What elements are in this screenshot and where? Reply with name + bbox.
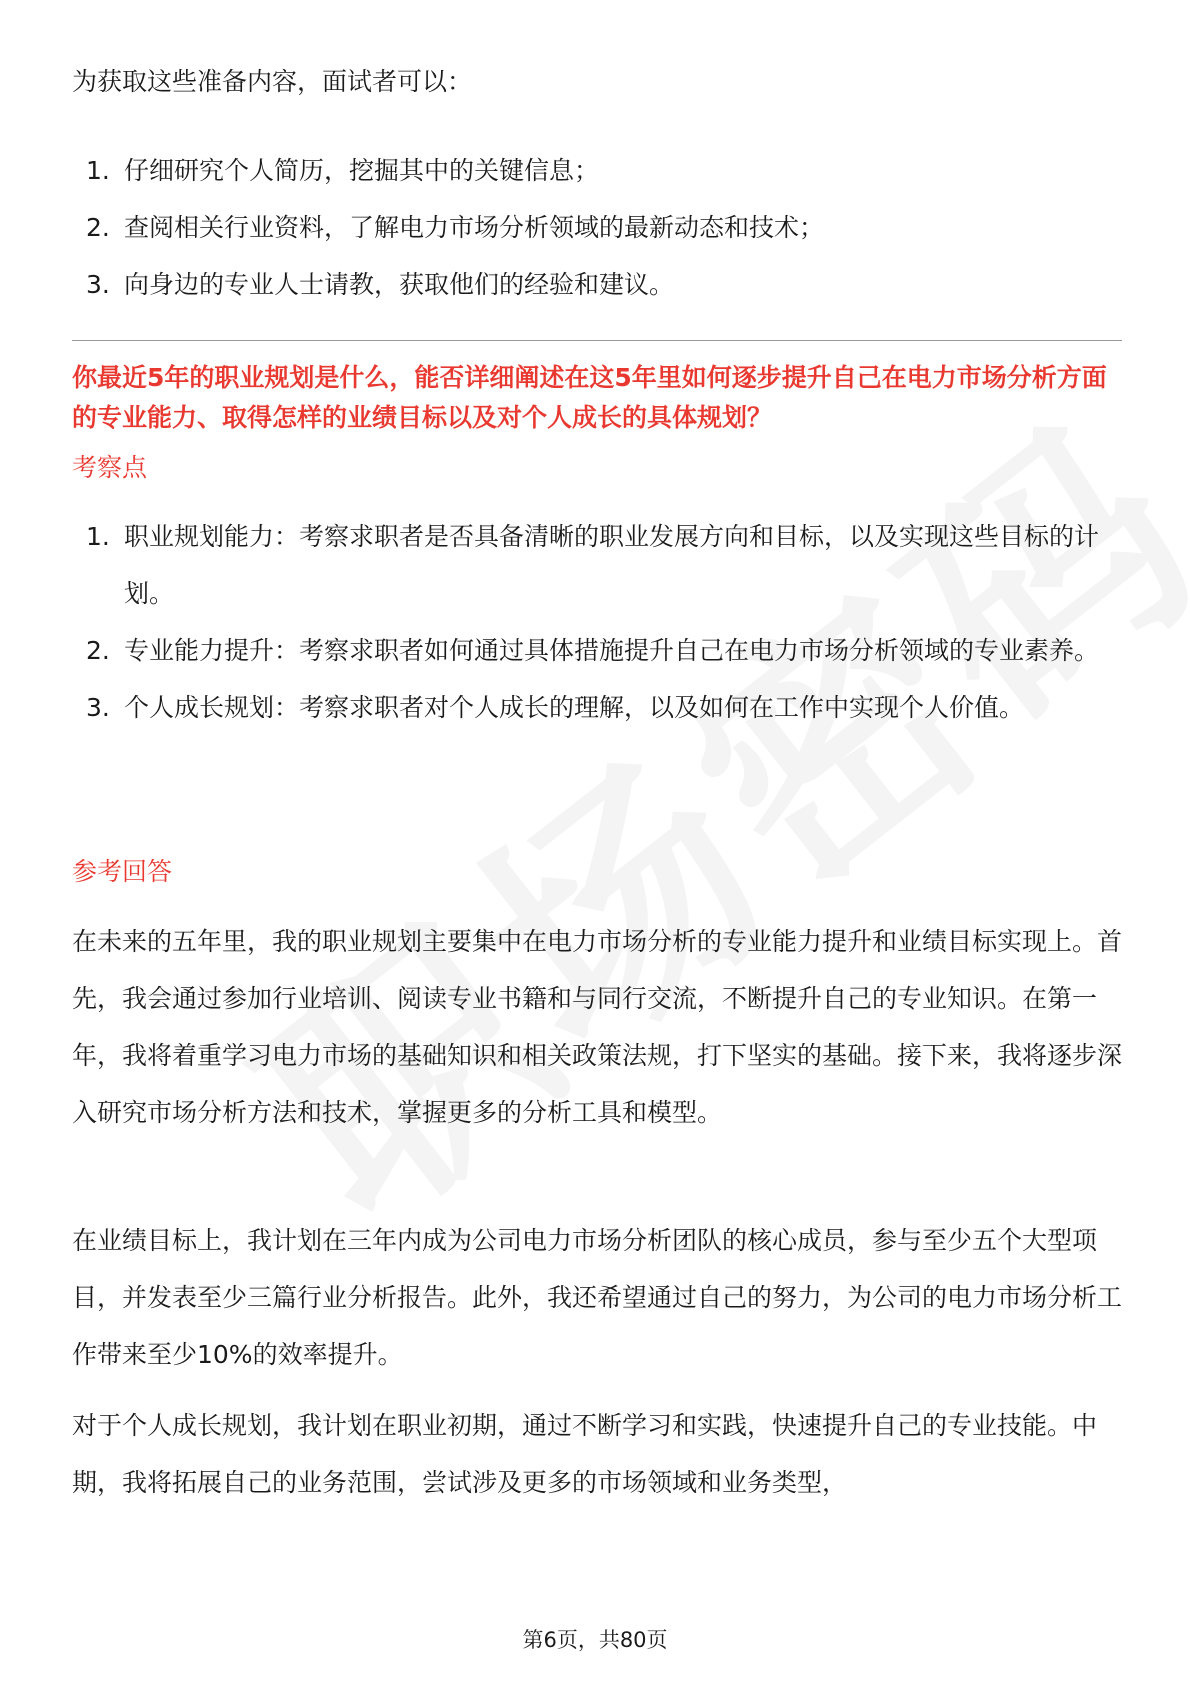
section-label-kaochadian: 考察点 — [72, 453, 148, 482]
list-number: 1. — [86, 156, 110, 185]
intro-text: 为获取这些准备内容，面试者可以： — [72, 67, 473, 96]
list-item — [72, 508, 1122, 622]
answer-paragraph: 在未来的五年里，我的职业规划主要集中在电力市场分析的专业能力提升和业绩目标实现上。首先，我会通过参加行业培训、阅读专业书籍和与同行交流，不断提升自己的专业知识。在第一年，我将着重学习电力市场的基础知识和相关政策法规，打下坚实的基础。接下来，我将逐步深入研究市场分析方法和技术，掌握更多的分析工具和模型。 — [72, 927, 1123, 1127]
list-text: 职业规划能力：考察求职者是否具备清晰的职业发展方向和目标，以及实现这些目标的计划。 — [124, 522, 1100, 608]
list-number: 2. — [86, 213, 110, 242]
list-text: 查阅相关行业资料，了解电力市场分析领域的最新动态和技术； — [124, 213, 825, 242]
prep-list — [72, 142, 1122, 313]
section-label-reference: 参考回答 — [72, 857, 173, 886]
list-number: 1. — [86, 522, 110, 551]
page-footer: 第6页，共80页 — [522, 1628, 668, 1652]
answer-paragraph: 对于个人成长规划，我计划在职业初期，通过不断学习和实践，快速提升自己的专业技能。中期，我将拓展自己的业务范围，尝试涉及更多的市场领域和业务类型， — [72, 1411, 1098, 1497]
section-divider — [72, 340, 1122, 341]
list-text: 仔细研究个人简历，挖掘其中的关键信息； — [124, 156, 600, 185]
list-text: 向身边的专业人士请教，获取他们的经验和建议。 — [124, 270, 675, 299]
answer-paragraph: 在业绩目标上，我计划在三年内成为公司电力市场分析团队的核心成员，参与至少五个大型项目，并发表至少三篇行业分析报告。此外，我还希望通过自己的努力，为公司的电力市场分析工作带来至少10%的效率提升。 — [72, 1226, 1123, 1369]
list-item — [72, 679, 1122, 736]
list-item — [72, 256, 1122, 313]
interview-question: 你最近5年的职业规划是什么，能否详细阐述在这5年里如何逐步提升自己在电力市场分析方面的专业能力、取得怎样的业绩目标以及对个人成长的具体规划？ — [72, 363, 1107, 432]
list-item — [72, 622, 1122, 679]
watermark — [180, 327, 1190, 1286]
list-number: 3. — [86, 270, 110, 299]
list-number: 2. — [86, 636, 110, 665]
assessment-points-list — [72, 508, 1122, 736]
list-number: 3. — [86, 693, 110, 722]
list-item — [72, 199, 1122, 256]
list-text: 个人成长规划：考察求职者对个人成长的理解，以及如何在工作中实现个人价值。 — [124, 693, 1025, 722]
list-item — [72, 142, 1122, 199]
list-text: 专业能力提升：考察求职者如何通过具体措施提升自己在电力市场分析领域的专业素养。 — [124, 636, 1100, 665]
